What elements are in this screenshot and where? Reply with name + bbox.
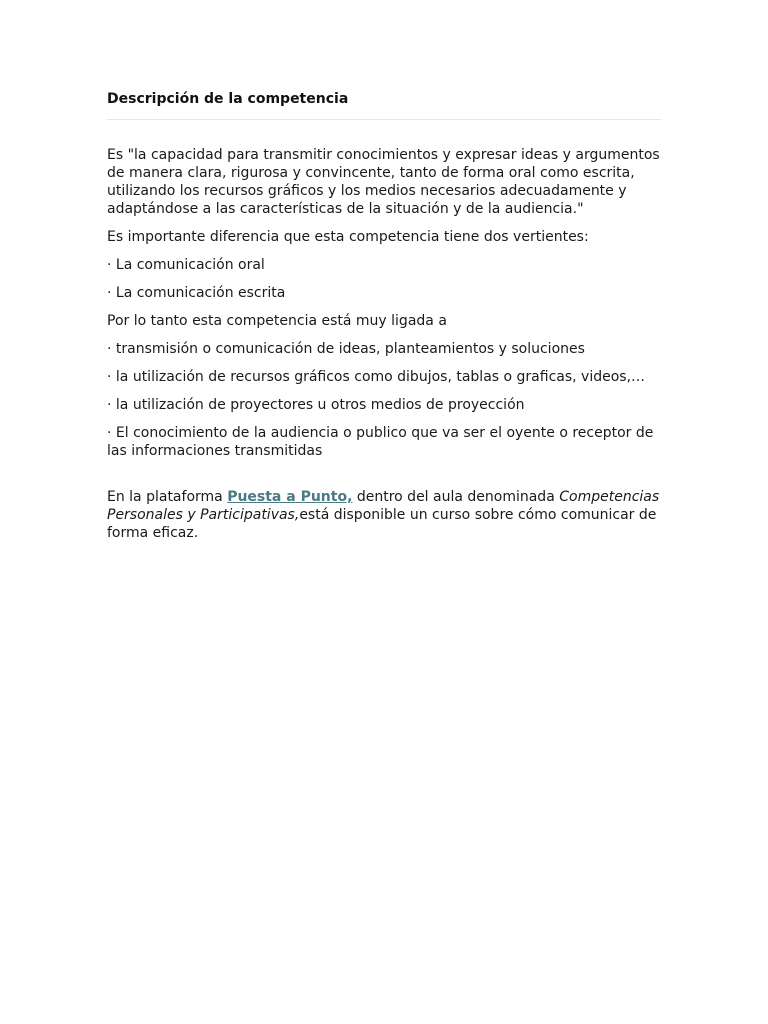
list-item: · transmisión o comunicación de ideas, planteamientos y soluciones [107,341,585,357]
closing-prefix: En la plataforma [107,489,228,505]
document-body [107,146,661,542]
definition-paragraph: Es "la capacidad para transmitir conocimientos y expresar ideas y argumentos de manera clara, rigurosa y convincente, tanto de forma oral como escrita, utilizando los recursos gráficos y los medios necesarios adecuadamente y adaptándose a las características de la situación y de la audiencia." [107,147,660,217]
list-item: · La comunicación escrita [107,285,286,301]
list-item: · La comunicación oral [107,257,265,273]
ligada-intro: Por lo tanto esta competencia está muy ligada a [107,313,447,329]
list-item: · la utilización de recursos gráficos como dibujos, tablas o graficas, videos,… [107,369,646,385]
document-page [107,90,661,552]
list-item: · la utilización de proyectores u otros medios de proyección [107,397,525,413]
title-divider [107,119,661,120]
course-name: Competencias Personales y Participativas, [107,489,660,523]
page-title: Descripción de la competencia [107,91,349,107]
closing-paragraph [107,488,661,542]
vertientes-intro: Es importante diferencia que esta competencia tiene dos vertientes: [107,229,589,245]
puesta-a-punto-link[interactable]: Puesta a Punto, [227,489,353,505]
list-item: · El conocimiento de la audiencia o publico que va ser el oyente o receptor de las informaciones transmitidas [107,425,654,459]
closing-suffix: está disponible un curso sobre cómo comunicar de forma eficaz. [107,507,657,541]
closing-middle: dentro del aula denominada [352,489,560,505]
